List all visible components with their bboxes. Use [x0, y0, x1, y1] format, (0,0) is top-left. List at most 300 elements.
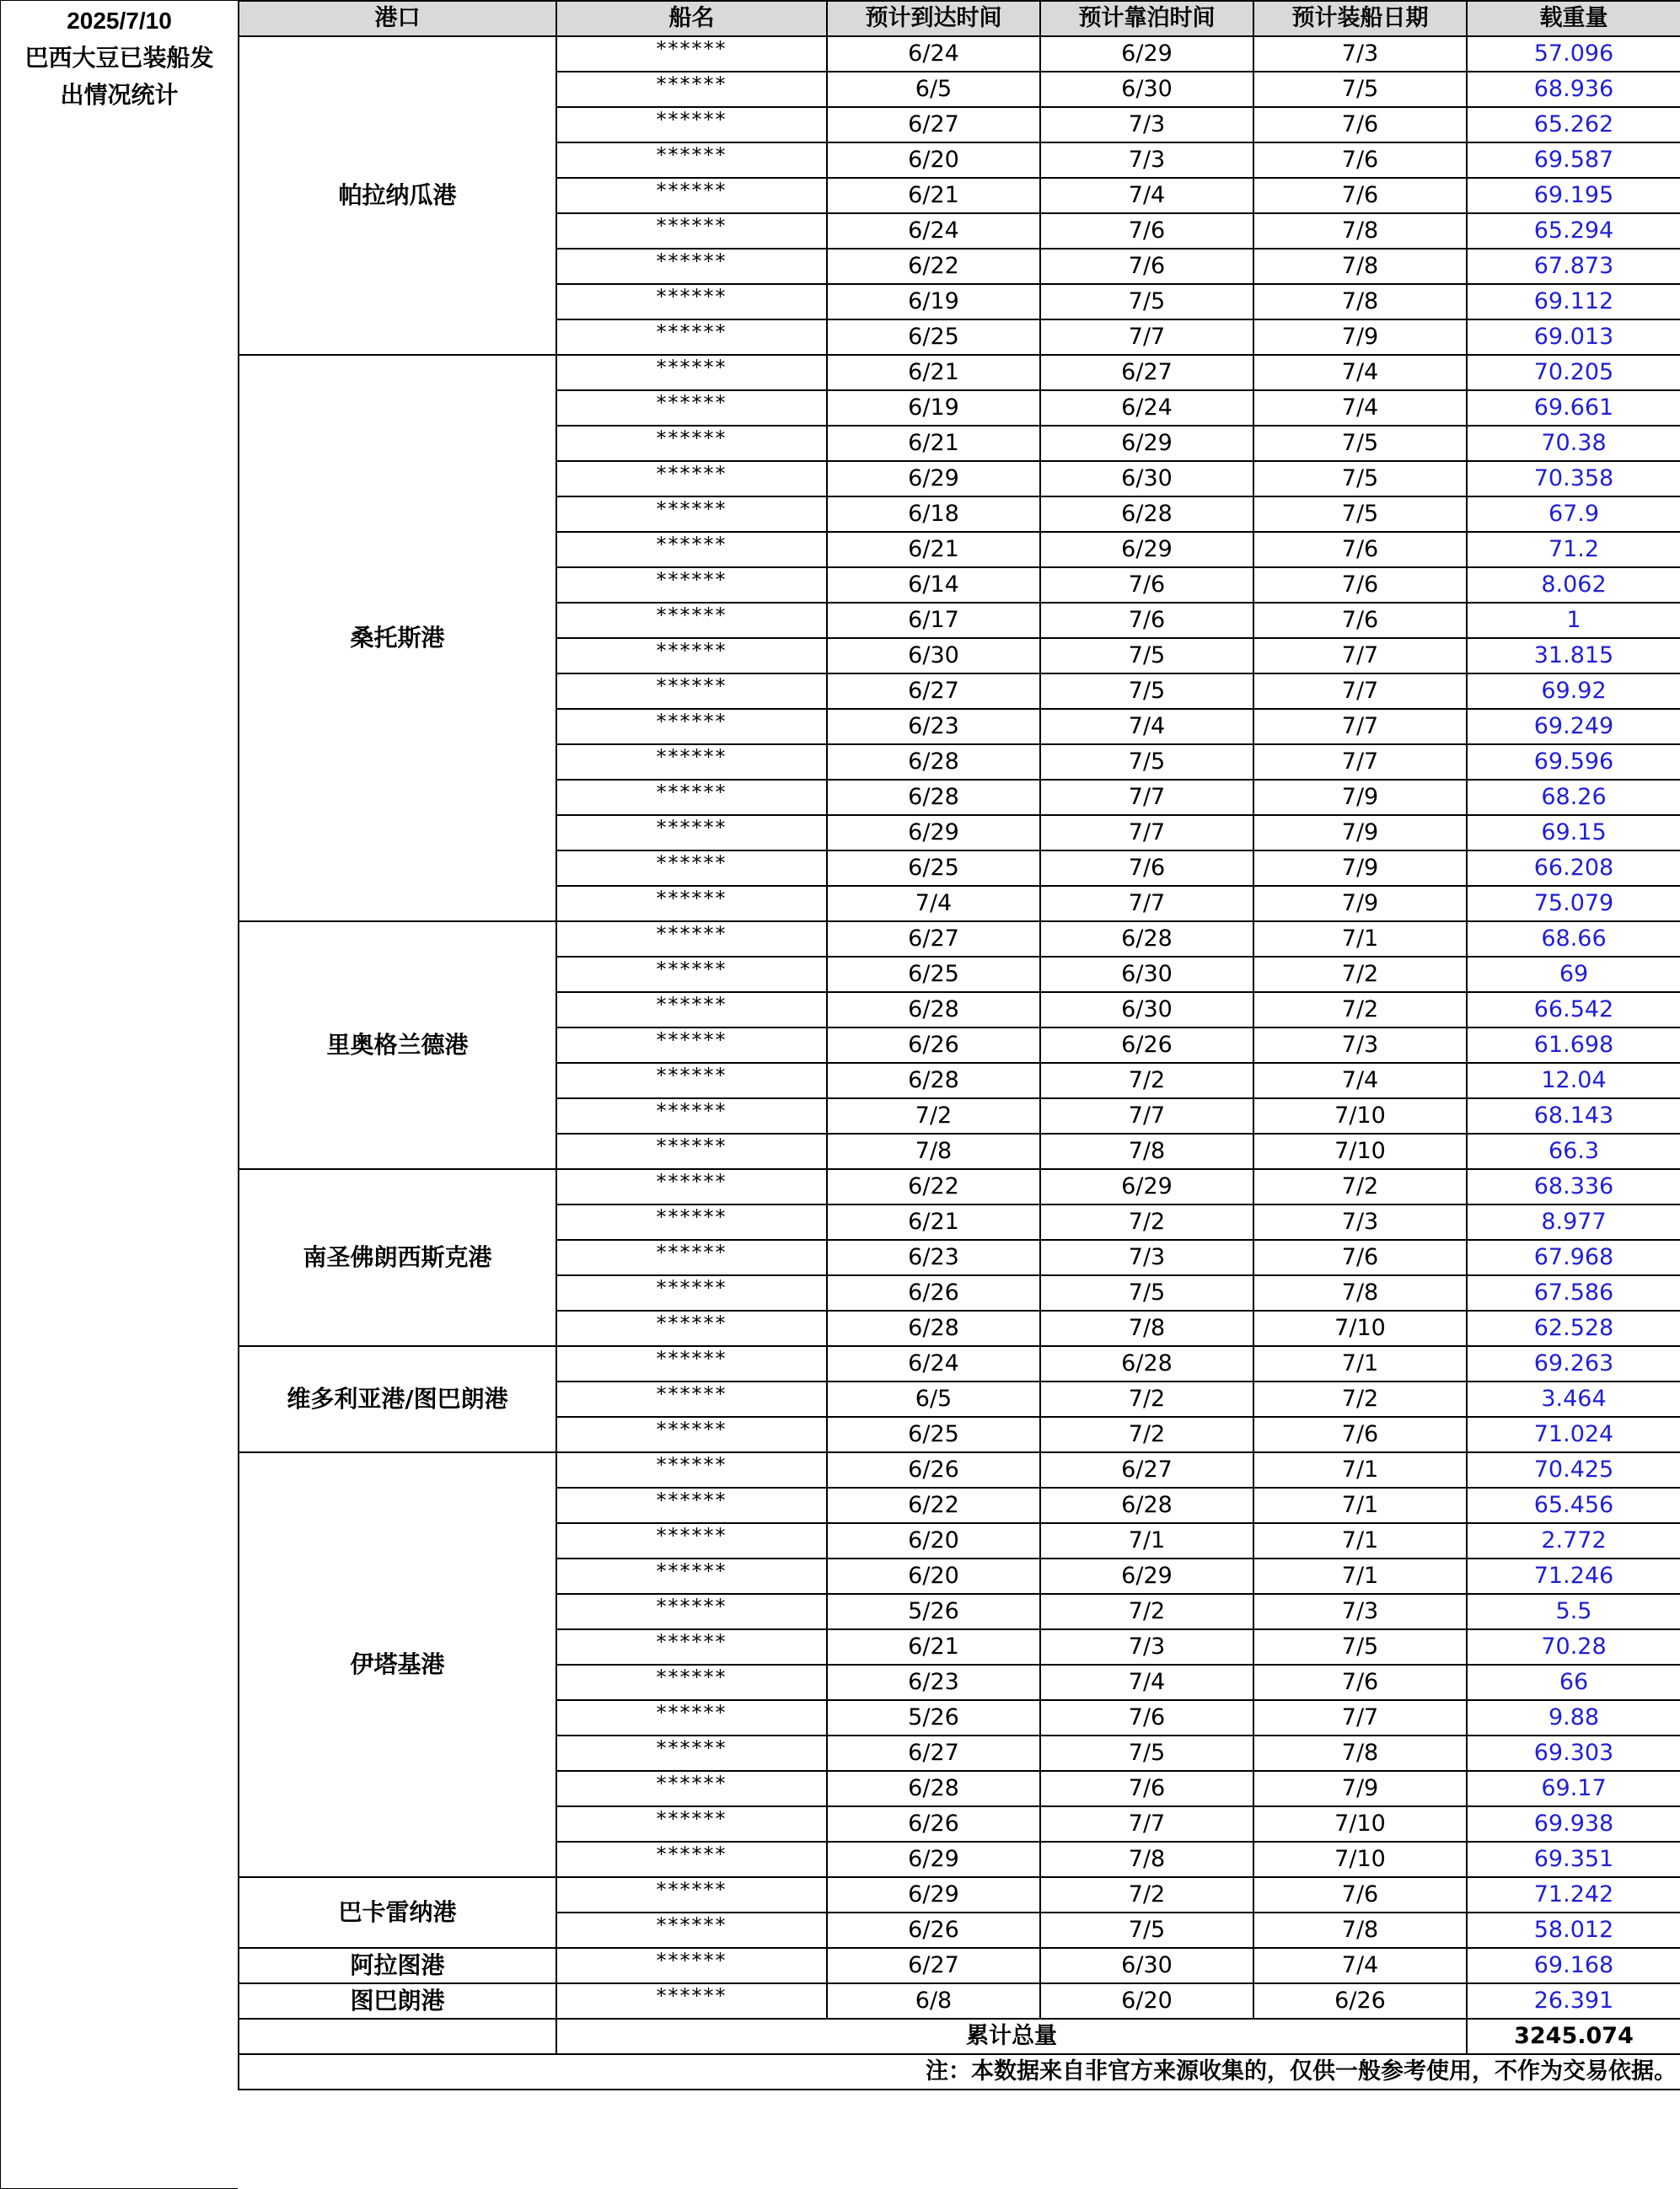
- weight-cell: 71.024: [1467, 1417, 1680, 1452]
- weight-cell: 67.9: [1467, 496, 1680, 532]
- weight-cell: 65.262: [1467, 107, 1680, 142]
- loading-date-cell: 7/10: [1253, 1311, 1467, 1346]
- eta-cell: 6/21: [827, 532, 1040, 567]
- ship-name-cell: ******: [556, 36, 827, 72]
- ship-name-cell: ******: [556, 1098, 827, 1134]
- weight-cell: 69.661: [1467, 390, 1680, 426]
- header-port: 港口: [239, 1, 556, 36]
- loading-date-cell: 7/2: [1253, 1382, 1467, 1417]
- ship-name-cell: ******: [556, 178, 827, 213]
- report-title-line-2: 出情况统计: [60, 82, 179, 108]
- port-name-cell: 桑托斯港: [239, 355, 556, 921]
- ship-name-cell: ******: [556, 1629, 827, 1665]
- weight-cell: 70.205: [1467, 355, 1680, 390]
- ship-name-cell: ******: [556, 249, 827, 284]
- etb-cell: 6/30: [1040, 957, 1253, 992]
- header-weight: 载重量: [1467, 1, 1680, 36]
- ship-name-cell: ******: [556, 673, 827, 709]
- eta-cell: 6/20: [827, 1523, 1040, 1559]
- eta-cell: 7/8: [827, 1134, 1040, 1169]
- weight-cell: 68.143: [1467, 1098, 1680, 1134]
- weight-cell: 69.15: [1467, 815, 1680, 850]
- weight-cell: 66.208: [1467, 850, 1680, 886]
- eta-cell: 6/28: [827, 1311, 1040, 1346]
- loading-date-cell: 7/9: [1253, 1771, 1467, 1806]
- eta-cell: 6/24: [827, 36, 1040, 72]
- ship-name-cell: ******: [556, 1204, 827, 1240]
- ship-name-cell: ******: [556, 1134, 827, 1169]
- weight-cell: 69.249: [1467, 709, 1680, 744]
- loading-date-cell: 7/4: [1253, 1063, 1467, 1098]
- etb-cell: 7/2: [1040, 1063, 1253, 1098]
- etb-cell: 7/3: [1040, 142, 1253, 178]
- etb-cell: 7/5: [1040, 744, 1253, 780]
- eta-cell: 6/20: [827, 142, 1040, 178]
- weight-cell: 70.358: [1467, 461, 1680, 496]
- eta-cell: 6/30: [827, 638, 1040, 673]
- weight-cell: 69.013: [1467, 319, 1680, 355]
- port-name-cell: 帕拉纳瓜港: [239, 36, 556, 355]
- eta-cell: 7/4: [827, 886, 1040, 921]
- loading-date-cell: 7/2: [1253, 992, 1467, 1027]
- ship-name-cell: ******: [556, 1311, 827, 1346]
- etb-cell: 7/6: [1040, 567, 1253, 603]
- etb-cell: 6/28: [1040, 1346, 1253, 1382]
- weight-cell: 69.263: [1467, 1346, 1680, 1382]
- eta-cell: 6/28: [827, 744, 1040, 780]
- etb-cell: 7/7: [1040, 886, 1253, 921]
- eta-cell: 6/21: [827, 1629, 1040, 1665]
- eta-cell: 6/28: [827, 780, 1040, 815]
- eta-cell: 6/27: [827, 107, 1040, 142]
- total-label: 累计总量: [556, 2019, 1467, 2054]
- loading-date-cell: 7/9: [1253, 319, 1467, 355]
- port-name-cell: 巴卡雷纳港: [239, 1877, 556, 1948]
- loading-date-cell: 7/8: [1253, 1913, 1467, 1948]
- ship-name-cell: ******: [556, 1346, 827, 1382]
- table-row: [239, 1452, 1680, 1488]
- loading-date-cell: 7/10: [1253, 1098, 1467, 1134]
- loading-date-cell: 7/3: [1253, 1027, 1467, 1063]
- etb-cell: 7/6: [1040, 1700, 1253, 1736]
- loading-date-cell: 7/1: [1253, 1523, 1467, 1559]
- etb-cell: 7/5: [1040, 284, 1253, 319]
- loading-date-cell: 7/9: [1253, 815, 1467, 850]
- weight-cell: 71.242: [1467, 1877, 1680, 1913]
- weight-cell: 69.938: [1467, 1806, 1680, 1842]
- eta-cell: 5/26: [827, 1700, 1040, 1736]
- loading-date-cell: 7/1: [1253, 1488, 1467, 1523]
- etb-cell: 7/6: [1040, 1771, 1253, 1806]
- ship-name-cell: ******: [556, 603, 827, 638]
- etb-cell: 6/27: [1040, 355, 1253, 390]
- ship-name-cell: ******: [556, 1275, 827, 1311]
- ship-name-cell: ******: [556, 107, 827, 142]
- etb-cell: 7/4: [1040, 178, 1253, 213]
- ship-name-cell: ******: [556, 284, 827, 319]
- etb-cell: 7/1: [1040, 1523, 1253, 1559]
- loading-date-cell: 7/1: [1253, 921, 1467, 957]
- port-name-cell: 图巴朗港: [239, 1983, 556, 2019]
- ship-name-cell: ******: [556, 355, 827, 390]
- loading-date-cell: 7/2: [1253, 957, 1467, 992]
- eta-cell: 6/8: [827, 1983, 1040, 2019]
- loading-date-cell: 7/2: [1253, 1169, 1467, 1204]
- port-name-cell: 维多利亚港/图巴朗港: [239, 1346, 556, 1452]
- weight-cell: 75.079: [1467, 886, 1680, 921]
- loading-date-cell: 7/5: [1253, 461, 1467, 496]
- eta-cell: 6/28: [827, 992, 1040, 1027]
- ship-name-cell: ******: [556, 142, 827, 178]
- etb-cell: 7/4: [1040, 1665, 1253, 1700]
- etb-cell: 7/6: [1040, 850, 1253, 886]
- header-row: [239, 1, 1680, 36]
- loading-date-cell: 7/6: [1253, 1240, 1467, 1275]
- table-row: [239, 36, 1680, 72]
- eta-cell: 6/23: [827, 1240, 1040, 1275]
- etb-cell: 7/6: [1040, 603, 1253, 638]
- etb-cell: 6/29: [1040, 1559, 1253, 1594]
- eta-cell: 6/29: [827, 1877, 1040, 1913]
- weight-cell: 67.873: [1467, 249, 1680, 284]
- etb-cell: 6/29: [1040, 1169, 1253, 1204]
- table-row: [239, 1346, 1680, 1382]
- eta-cell: 6/21: [827, 355, 1040, 390]
- loading-date-cell: 7/8: [1253, 284, 1467, 319]
- ship-name-cell: ******: [556, 992, 827, 1027]
- loading-date-cell: 7/6: [1253, 1665, 1467, 1700]
- loading-date-cell: 7/4: [1253, 390, 1467, 426]
- ship-name-cell: ******: [556, 1700, 827, 1736]
- ship-name-cell: ******: [556, 1169, 827, 1204]
- ship-name-cell: ******: [556, 709, 827, 744]
- eta-cell: 6/25: [827, 319, 1040, 355]
- ship-name-cell: ******: [556, 390, 827, 426]
- eta-cell: 6/17: [827, 603, 1040, 638]
- weight-cell: 66.3: [1467, 1134, 1680, 1169]
- eta-cell: 6/26: [827, 1275, 1040, 1311]
- ship-name-cell: ******: [556, 1665, 827, 1700]
- weight-cell: 61.698: [1467, 1027, 1680, 1063]
- weight-cell: 66: [1467, 1665, 1680, 1700]
- etb-cell: 7/8: [1040, 1311, 1253, 1346]
- ship-name-cell: ******: [556, 638, 827, 673]
- total-row: [239, 2019, 1680, 2054]
- loading-date-cell: 7/9: [1253, 850, 1467, 886]
- weight-cell: 8.977: [1467, 1204, 1680, 1240]
- ship-name-cell: ******: [556, 1417, 827, 1452]
- ship-name-cell: ******: [556, 1948, 827, 1983]
- loading-date-cell: 7/7: [1253, 1700, 1467, 1736]
- eta-cell: 6/28: [827, 1063, 1040, 1098]
- etb-cell: 7/7: [1040, 815, 1253, 850]
- etb-cell: 6/29: [1040, 426, 1253, 461]
- report-date: 2025/7/10: [67, 8, 172, 34]
- loading-date-cell: 7/7: [1253, 638, 1467, 673]
- eta-cell: 6/22: [827, 249, 1040, 284]
- loading-date-cell: 7/7: [1253, 744, 1467, 780]
- weight-cell: 67.586: [1467, 1275, 1680, 1311]
- weight-cell: 65.294: [1467, 213, 1680, 249]
- weight-cell: 69.596: [1467, 744, 1680, 780]
- port-name-cell: 阿拉图港: [239, 1948, 556, 1983]
- table-row: [239, 1169, 1680, 1204]
- weight-cell: 69: [1467, 957, 1680, 992]
- etb-cell: 6/28: [1040, 496, 1253, 532]
- weight-cell: 70.28: [1467, 1629, 1680, 1665]
- weight-cell: 69.303: [1467, 1736, 1680, 1771]
- eta-cell: 6/25: [827, 1417, 1040, 1452]
- ship-name-cell: ******: [556, 461, 827, 496]
- loading-date-cell: 7/6: [1253, 1417, 1467, 1452]
- eta-cell: 6/26: [827, 1913, 1040, 1948]
- eta-cell: 6/23: [827, 1665, 1040, 1700]
- ship-name-cell: ******: [556, 921, 827, 957]
- ship-name-cell: ******: [556, 1488, 827, 1523]
- loading-date-cell: 7/8: [1253, 1275, 1467, 1311]
- ship-name-cell: ******: [556, 886, 827, 921]
- ship-name-cell: ******: [556, 1594, 827, 1629]
- total-value: 3245.074: [1467, 2019, 1680, 2054]
- loading-date-cell: 7/9: [1253, 780, 1467, 815]
- eta-cell: 6/22: [827, 1169, 1040, 1204]
- weight-cell: 12.04: [1467, 1063, 1680, 1098]
- ship-name-cell: ******: [556, 1983, 827, 2019]
- weight-cell: 9.88: [1467, 1700, 1680, 1736]
- etb-cell: 6/24: [1040, 390, 1253, 426]
- table-row: [239, 1983, 1680, 2019]
- header-loading-date: 预计装船日期: [1253, 1, 1467, 36]
- port-name-cell: 南圣佛朗西斯克港: [239, 1169, 556, 1346]
- loading-date-cell: 7/3: [1253, 1594, 1467, 1629]
- eta-cell: 6/5: [827, 1382, 1040, 1417]
- eta-cell: 6/14: [827, 567, 1040, 603]
- weight-cell: 69.92: [1467, 673, 1680, 709]
- etb-cell: 7/5: [1040, 1913, 1253, 1948]
- ship-name-cell: ******: [556, 1806, 827, 1842]
- ship-name-cell: ******: [556, 1736, 827, 1771]
- loading-date-cell: 7/9: [1253, 886, 1467, 921]
- eta-cell: 6/27: [827, 1948, 1040, 1983]
- weight-cell: 69.351: [1467, 1842, 1680, 1877]
- eta-cell: 6/5: [827, 72, 1040, 107]
- ship-name-cell: ******: [556, 1063, 827, 1098]
- eta-cell: 6/22: [827, 1488, 1040, 1523]
- weight-cell: 69.587: [1467, 142, 1680, 178]
- loading-date-cell: 7/8: [1253, 213, 1467, 249]
- eta-cell: 6/29: [827, 815, 1040, 850]
- table-row: [239, 921, 1680, 957]
- report-title-line-1: 巴西大豆已装船发: [24, 45, 214, 71]
- loading-date-cell: 7/1: [1253, 1452, 1467, 1488]
- ship-name-cell: ******: [556, 72, 827, 107]
- weight-cell: 71.2: [1467, 532, 1680, 567]
- loading-date-cell: 7/5: [1253, 1629, 1467, 1665]
- etb-cell: 7/2: [1040, 1382, 1253, 1417]
- ship-name-cell: ******: [556, 850, 827, 886]
- etb-cell: 7/5: [1040, 1275, 1253, 1311]
- loading-date-cell: 7/1: [1253, 1559, 1467, 1594]
- eta-cell: 6/25: [827, 957, 1040, 992]
- weight-cell: 69.17: [1467, 1771, 1680, 1806]
- loading-date-cell: 7/6: [1253, 142, 1467, 178]
- eta-cell: 6/18: [827, 496, 1040, 532]
- table-body: [239, 36, 1680, 2019]
- loading-date-cell: 7/10: [1253, 1842, 1467, 1877]
- loading-date-cell: 7/7: [1253, 709, 1467, 744]
- eta-cell: 7/2: [827, 1098, 1040, 1134]
- note-row: [239, 2054, 1680, 2090]
- loading-date-cell: 7/5: [1253, 496, 1467, 532]
- weight-cell: 62.528: [1467, 1311, 1680, 1346]
- etb-cell: 7/3: [1040, 1629, 1253, 1665]
- etb-cell: 7/7: [1040, 780, 1253, 815]
- ship-name-cell: ******: [556, 1842, 827, 1877]
- port-name-cell: 伊塔基港: [239, 1452, 556, 1877]
- ship-name-cell: ******: [556, 1452, 827, 1488]
- eta-cell: 6/20: [827, 1559, 1040, 1594]
- weight-cell: 68.336: [1467, 1169, 1680, 1204]
- eta-cell: 6/29: [827, 461, 1040, 496]
- ship-name-cell: ******: [556, 1382, 827, 1417]
- weight-cell: 3.464: [1467, 1382, 1680, 1417]
- loading-date-cell: 7/10: [1253, 1134, 1467, 1169]
- loading-date-cell: 7/7: [1253, 673, 1467, 709]
- etb-cell: 6/30: [1040, 992, 1253, 1027]
- etb-cell: 6/30: [1040, 1948, 1253, 1983]
- loading-date-cell: 7/6: [1253, 178, 1467, 213]
- ship-name-cell: ******: [556, 744, 827, 780]
- loading-date-cell: 7/6: [1253, 532, 1467, 567]
- etb-cell: 6/26: [1040, 1027, 1253, 1063]
- total-spacer: [239, 2019, 556, 2054]
- eta-cell: 6/21: [827, 426, 1040, 461]
- weight-cell: 70.38: [1467, 426, 1680, 461]
- eta-cell: 6/19: [827, 390, 1040, 426]
- loading-date-cell: 7/6: [1253, 107, 1467, 142]
- loading-date-cell: 7/4: [1253, 355, 1467, 390]
- eta-cell: 6/26: [827, 1806, 1040, 1842]
- etb-cell: 7/3: [1040, 1240, 1253, 1275]
- weight-cell: 65.456: [1467, 1488, 1680, 1523]
- loading-date-cell: 7/8: [1253, 249, 1467, 284]
- etb-cell: 7/2: [1040, 1417, 1253, 1452]
- disclaimer-note: 注：本数据来自非官方来源收集的，仅供一般参考使用，不作为交易依据。: [239, 2054, 1680, 2090]
- ship-name-cell: ******: [556, 319, 827, 355]
- weight-cell: 69.168: [1467, 1948, 1680, 1983]
- weight-cell: 68.936: [1467, 72, 1680, 107]
- header-eta: 预计到达时间: [827, 1, 1040, 36]
- weight-cell: 67.968: [1467, 1240, 1680, 1275]
- weight-cell: 70.425: [1467, 1452, 1680, 1488]
- weight-cell: 26.391: [1467, 1983, 1680, 2019]
- loading-date-cell: 7/3: [1253, 1204, 1467, 1240]
- shipment-table: [238, 0, 1680, 2090]
- weight-cell: 8.062: [1467, 567, 1680, 603]
- etb-cell: 6/28: [1040, 1488, 1253, 1523]
- etb-cell: 7/6: [1040, 249, 1253, 284]
- etb-cell: 7/7: [1040, 319, 1253, 355]
- loading-date-cell: 7/8: [1253, 1736, 1467, 1771]
- loading-date-cell: 7/10: [1253, 1806, 1467, 1842]
- weight-cell: 1: [1467, 603, 1680, 638]
- loading-date-cell: 6/26: [1253, 1983, 1467, 2019]
- ship-name-cell: ******: [556, 532, 827, 567]
- ship-name-cell: ******: [556, 1523, 827, 1559]
- eta-cell: 6/27: [827, 1736, 1040, 1771]
- weight-cell: 58.012: [1467, 1913, 1680, 1948]
- ship-name-cell: ******: [556, 1913, 827, 1948]
- weight-cell: 69.112: [1467, 284, 1680, 319]
- etb-cell: 6/30: [1040, 461, 1253, 496]
- etb-cell: 7/7: [1040, 1098, 1253, 1134]
- ship-name-cell: ******: [556, 1877, 827, 1913]
- eta-cell: 6/27: [827, 673, 1040, 709]
- weight-cell: 68.66: [1467, 921, 1680, 957]
- eta-cell: 6/29: [827, 1842, 1040, 1877]
- eta-cell: 5/26: [827, 1594, 1040, 1629]
- etb-cell: 7/7: [1040, 1806, 1253, 1842]
- etb-cell: 6/30: [1040, 72, 1253, 107]
- weight-cell: 5.5: [1467, 1594, 1680, 1629]
- eta-cell: 6/23: [827, 709, 1040, 744]
- weight-cell: 69.195: [1467, 178, 1680, 213]
- etb-cell: 7/3: [1040, 107, 1253, 142]
- etb-cell: 7/5: [1040, 673, 1253, 709]
- etb-cell: 6/20: [1040, 1983, 1253, 2019]
- loading-date-cell: 7/4: [1253, 1948, 1467, 1983]
- header-ship: 船名: [556, 1, 827, 36]
- ship-name-cell: ******: [556, 426, 827, 461]
- etb-cell: 7/5: [1040, 1736, 1253, 1771]
- loading-date-cell: 7/6: [1253, 1877, 1467, 1913]
- etb-cell: 6/29: [1040, 532, 1253, 567]
- eta-cell: 6/21: [827, 1204, 1040, 1240]
- ship-name-cell: ******: [556, 496, 827, 532]
- ship-name-cell: ******: [556, 957, 827, 992]
- etb-cell: 7/4: [1040, 709, 1253, 744]
- loading-date-cell: 7/6: [1253, 567, 1467, 603]
- weight-cell: 66.542: [1467, 992, 1680, 1027]
- etb-cell: 6/29: [1040, 36, 1253, 72]
- etb-cell: 7/8: [1040, 1842, 1253, 1877]
- loading-date-cell: 7/5: [1253, 426, 1467, 461]
- port-name-cell: 里奥格兰德港: [239, 921, 556, 1169]
- table-row: [239, 1948, 1680, 1983]
- ship-name-cell: ******: [556, 567, 827, 603]
- table-row: [239, 355, 1680, 390]
- weight-cell: 2.772: [1467, 1523, 1680, 1559]
- etb-cell: 7/2: [1040, 1594, 1253, 1629]
- eta-cell: 6/19: [827, 284, 1040, 319]
- ship-name-cell: ******: [556, 815, 827, 850]
- ship-name-cell: ******: [556, 1240, 827, 1275]
- ship-name-cell: ******: [556, 1027, 827, 1063]
- etb-cell: 6/28: [1040, 921, 1253, 957]
- eta-cell: 6/26: [827, 1027, 1040, 1063]
- etb-cell: 7/2: [1040, 1877, 1253, 1913]
- loading-date-cell: 7/5: [1253, 72, 1467, 107]
- weight-cell: 71.246: [1467, 1559, 1680, 1594]
- eta-cell: 6/24: [827, 213, 1040, 249]
- etb-cell: 7/2: [1040, 1204, 1253, 1240]
- etb-cell: 7/6: [1040, 213, 1253, 249]
- etb-cell: 7/8: [1040, 1134, 1253, 1169]
- etb-cell: 7/5: [1040, 638, 1253, 673]
- etb-cell: 6/27: [1040, 1452, 1253, 1488]
- eta-cell: 6/26: [827, 1452, 1040, 1488]
- loading-date-cell: 7/3: [1253, 36, 1467, 72]
